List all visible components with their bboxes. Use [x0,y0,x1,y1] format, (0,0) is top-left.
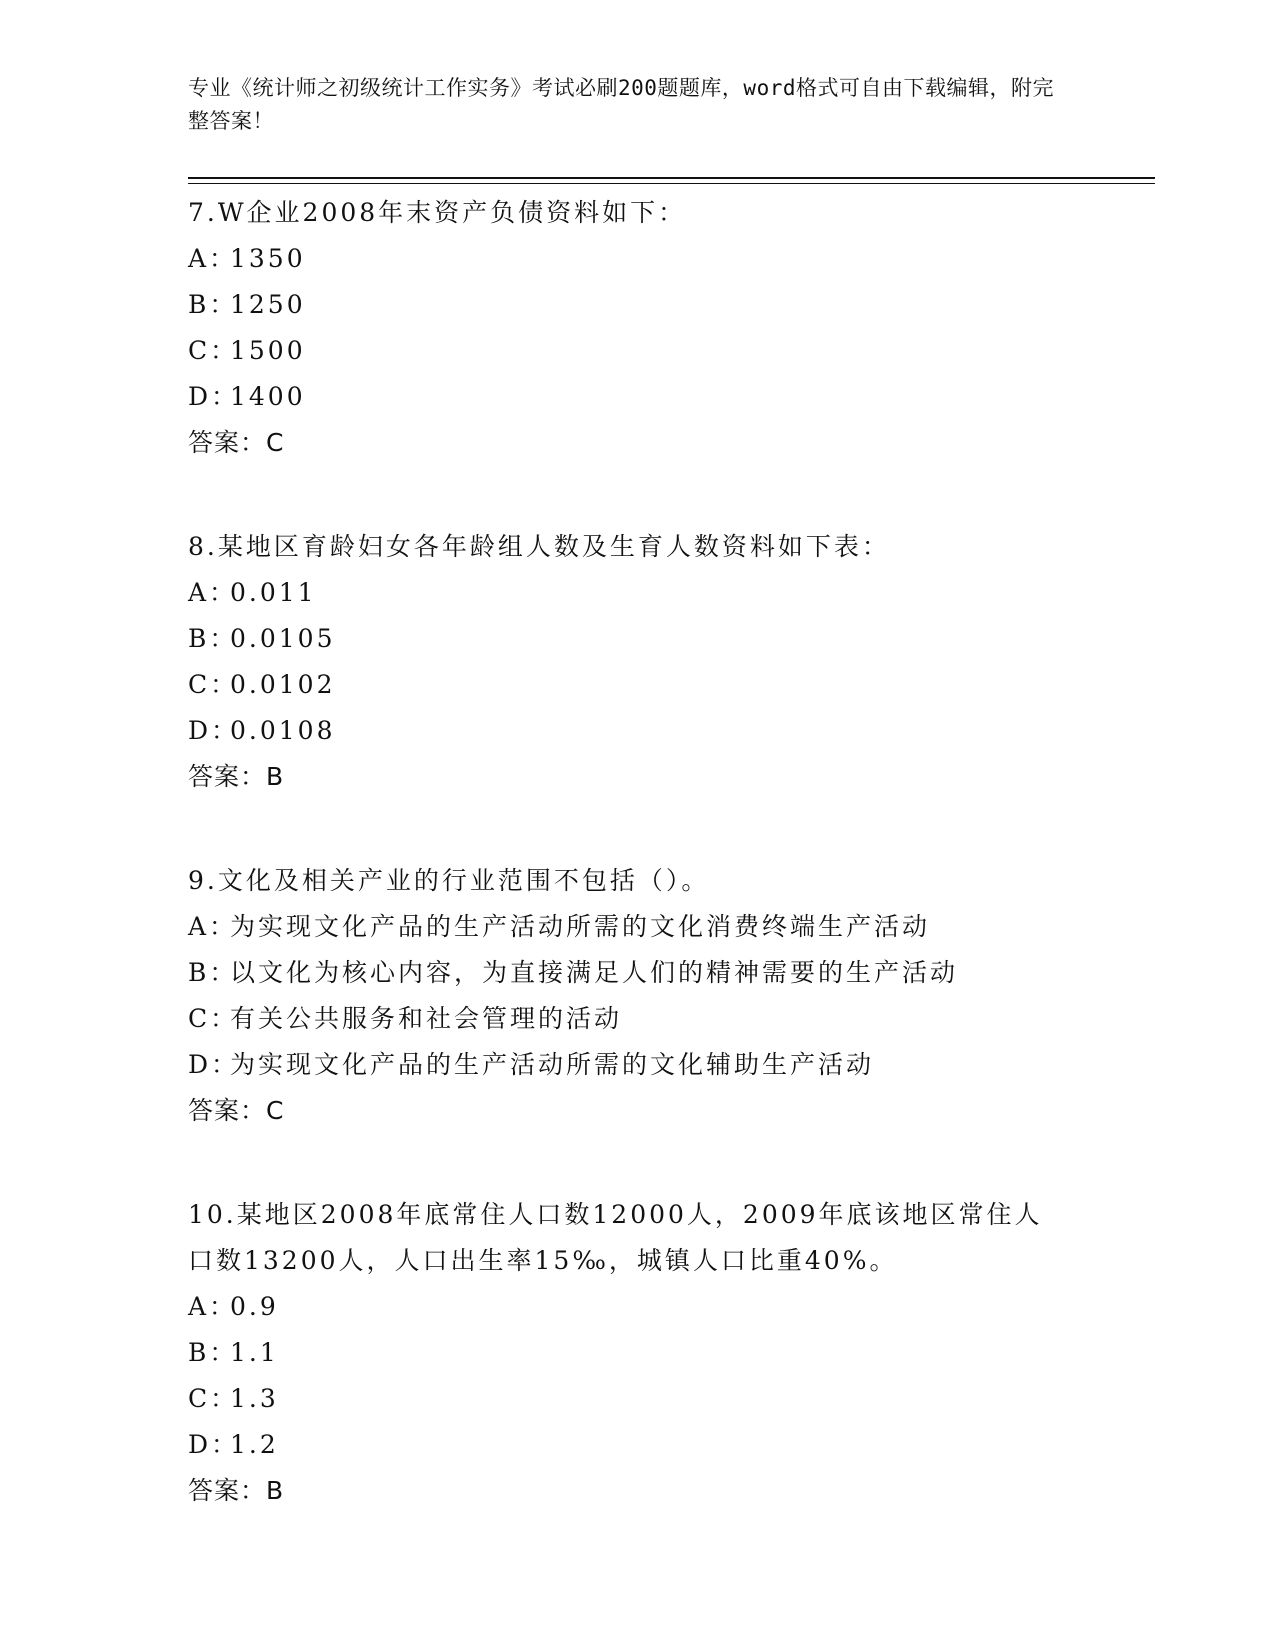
option-text: 1400 [230,382,306,411]
option-text: 为实现文化产品的生产活动所需的文化消费终端生产活动 [230,912,931,941]
answer-line: 答案：C [188,428,285,457]
option-key: B： [188,1338,238,1367]
answer-line: 答案：B [188,762,285,791]
option-c [188,996,1088,1042]
option-c [188,328,1088,374]
option-a [188,1284,1088,1330]
option-d [188,1042,1088,1088]
option-text: 0.0102 [230,670,336,699]
option-text: 1500 [230,336,306,365]
option-text: 0.0108 [230,716,336,745]
option-key: A： [188,244,238,273]
question-stem: 8.某地区育龄妇女各年龄组人数及生育人数资料如下表： [188,532,890,561]
option-text: 0.011 [230,578,317,607]
option-key: D： [188,716,240,745]
option-text: 0.0105 [230,624,336,653]
question-10 [188,1192,1088,1514]
question-stem: 9.文化及相关产业的行业范围不包括（）。 [188,866,710,895]
option-d [188,1422,1088,1468]
option-b [188,1330,1088,1376]
option-b [188,282,1088,328]
option-b [188,950,1088,996]
option-key: C： [188,670,239,699]
option-key: A： [188,1292,238,1321]
question-8 [188,524,1088,800]
option-text: 1.2 [230,1430,279,1459]
option-b [188,616,1088,662]
option-text: 1.1 [230,1338,279,1367]
option-key: B： [188,624,238,653]
option-key: B： [188,290,238,319]
question-list [188,190,1088,1572]
header-divider-thick [188,177,1155,179]
answer-line: 答案：C [188,1096,285,1125]
option-a [188,570,1088,616]
option-a [188,236,1088,282]
option-key: A： [188,912,238,941]
option-c [188,1376,1088,1422]
option-a [188,904,1088,950]
option-key: B： [188,958,238,987]
option-key: D： [188,382,240,411]
option-text: 为实现文化产品的生产活动所需的文化辅助生产活动 [230,1050,875,1079]
option-c [188,662,1088,708]
option-key: C： [188,1384,239,1413]
option-d [188,708,1088,754]
option-key: C： [188,1004,239,1033]
option-text: 以文化为核心内容，为直接满足人们的精神需要的生产活动 [230,958,959,987]
option-text: 0.9 [230,1292,279,1321]
option-text: 有关公共服务和社会管理的活动 [230,1004,623,1033]
option-d [188,374,1088,420]
question-9 [188,858,1088,1134]
document-header: 专业《统计师之初级统计工作实务》考试必刷200题题库，word格式可自由下载编辑，附完整答案！ [188,76,1054,133]
question-stem: 10.某地区2008年底常住人口数12000人，2009年底该地区常住人口数13200人，人口出生率15‰，城镇人口比重40%。 [188,1200,1043,1275]
option-key: A： [188,578,238,607]
question-7 [188,190,1088,466]
option-text: 1250 [230,290,306,319]
answer-line: 答案：B [188,1476,285,1505]
option-text: 1.3 [230,1384,279,1413]
option-key: D： [188,1430,240,1459]
option-key: C： [188,336,239,365]
question-stem: 7.W企业2008年末资产负债资料如下： [188,198,687,227]
option-key: D： [188,1050,240,1079]
option-text: 1350 [230,244,306,273]
header-divider-thin [188,183,1155,184]
